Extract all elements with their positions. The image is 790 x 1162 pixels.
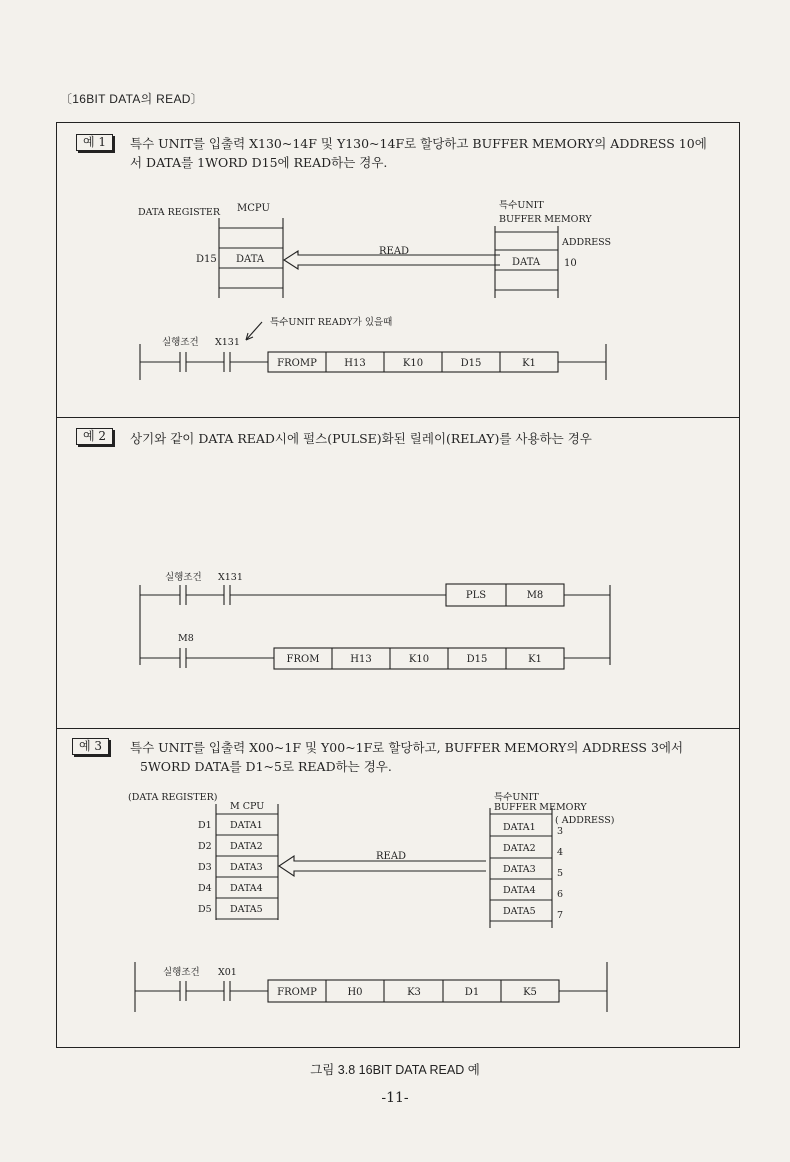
ex3-buffer-cell-1: DATA2 [503, 843, 536, 854]
ex1-buffer-cell: DATA [512, 257, 541, 268]
ex3-address-label: ( ADDRESS) [555, 815, 615, 826]
ex2-instr-2: K10 [408, 654, 430, 665]
ex2-pls-1: M8 [526, 590, 544, 601]
ex1-address-label: ADDRESS [562, 237, 612, 248]
ex1-ladder [140, 322, 606, 380]
ex2-condition-label: 실행조건 [165, 572, 202, 583]
ex3-instr-1: H0 [347, 987, 363, 998]
ex3-register-cell-2: DATA3 [230, 862, 263, 873]
section-heading: 〔16BIT DATA의 READ〕 [60, 92, 204, 106]
ex3-unit-label: 특수UNIT [494, 792, 539, 803]
ex3-buffer-cell-0: DATA1 [503, 822, 536, 833]
ex3-contact-label: X01 [218, 967, 237, 978]
ex3-register-name-3: D4 [198, 883, 212, 894]
ex1-instr-3: D15 [460, 358, 482, 369]
example-2-label: 예 2 [76, 428, 113, 445]
ex3-buffer-cell-2: DATA3 [503, 864, 536, 875]
ex3-buffer-cell-3: DATA4 [503, 885, 536, 896]
ex3-register-cell-4: DATA5 [230, 904, 263, 915]
ex3-register-cell-0: DATA1 [230, 820, 263, 831]
ex3-register-cell-1: DATA2 [230, 841, 263, 852]
ex3-instr-4: K5 [523, 987, 537, 998]
ex3-address-1: 4 [557, 847, 564, 858]
ex2-instr-1: H13 [350, 654, 372, 665]
ex1-ready-note: 특수UNIT READY가 있을때 [270, 317, 393, 328]
ex1-unit-label: 특수UNIT [499, 200, 544, 211]
ex2-pls-0: PLS [465, 590, 487, 601]
ex1-contact-label: X131 [215, 337, 240, 348]
ex2-instr-4: K1 [528, 654, 542, 665]
example-3-desc-line1: 특수 UNIT를 입출력 X00~1F 및 Y00~1F로 할당하고, BUFFER MEMORY의 ADDRESS 3에서 [130, 740, 684, 755]
ex1-instr-1: H13 [344, 358, 366, 369]
ex3-register-name-4: D5 [198, 904, 212, 915]
ex3-data-register-label: (DATA REGISTER) [128, 792, 218, 803]
ex3-address-3: 6 [557, 889, 564, 900]
ex1-instr-4: K1 [522, 358, 536, 369]
ex1-register-name: D15 [196, 254, 217, 265]
ex3-register-name-1: D2 [198, 841, 212, 852]
ex3-condition-label: 실행조건 [163, 967, 200, 978]
ex3-mcpu-label: M CPU [230, 801, 265, 812]
ex3-instr-0: FROMP [277, 987, 317, 998]
example-1-desc-line1: 특수 UNIT를 입출력 X130~14F 및 Y130~14F로 할당하고 BUFFER MEMORY의 ADDRESS 10에 [130, 136, 707, 151]
example-2-desc-line1: 상기와 같이 DATA READ시에 펄스(PULSE)화된 릴레이(RELAY)를 사용하는 경우 [130, 431, 592, 446]
ex3-instr-3: D1 [464, 987, 480, 998]
ex1-read-label: READ [379, 246, 410, 257]
ex1-condition-label: 실행조건 [162, 337, 199, 348]
page-number: -11- [381, 1090, 409, 1106]
ex3-address-4: 7 [557, 910, 564, 921]
example-3-desc-line2: 5WORD DATA를 D1~5로 READ하는 경우. [140, 759, 392, 774]
ex3-buffer-cell-4: DATA5 [503, 906, 536, 917]
ex2-instr-3: D15 [466, 654, 488, 665]
ex3-instr-2: K3 [407, 987, 421, 998]
ex1-mcpu-label: MCPU [237, 203, 270, 214]
ex1-data-register-label: DATA REGISTER [138, 207, 221, 218]
ex1-instr-0: FROMP [277, 358, 317, 369]
ex1-instr-2: K10 [402, 358, 424, 369]
example-1-desc-line2: 서 DATA를 1WORD D15에 READ하는 경우. [130, 155, 388, 170]
ex3-address-2: 5 [557, 868, 564, 879]
ex3-register-name-2: D3 [198, 862, 212, 873]
ex2-contact-label: X131 [218, 572, 243, 583]
ex1-address-value: 10 [564, 258, 577, 269]
ex3-address-0: 3 [557, 826, 564, 837]
ex2-contact2-label: M8 [178, 633, 194, 644]
ex1-register-cell: DATA [236, 254, 265, 265]
ex3-buffer-label: BUFFER MEMORY [494, 802, 587, 813]
ex3-read-label: READ [376, 851, 407, 862]
figure-caption: 그림 3.8 16BIT DATA READ 예 [310, 1063, 480, 1077]
example-1-label: 예 1 [76, 134, 113, 151]
ex2-instr-0: FROM [286, 654, 320, 665]
ex3-register-name-0: D1 [198, 820, 212, 831]
ex3-register-cell-3: DATA4 [230, 883, 263, 894]
example-3-label: 예 3 [72, 738, 109, 755]
ex1-buffer-label: BUFFER MEMORY [499, 214, 592, 225]
